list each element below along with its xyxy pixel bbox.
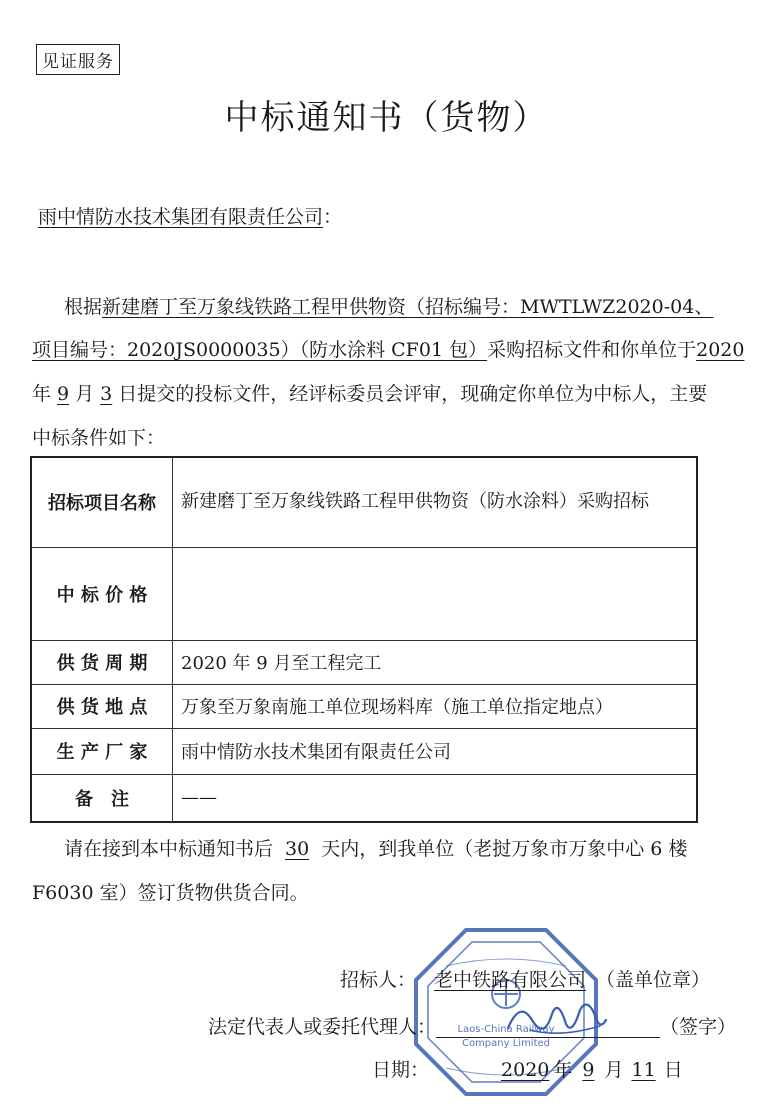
body-line-2 bbox=[32, 335, 744, 362]
instruction-line-2: F6030 室）签订货物供货合同。 bbox=[32, 882, 309, 904]
body-text: 月 bbox=[75, 383, 95, 405]
body-text: 年 bbox=[32, 383, 52, 405]
date-month: 9 bbox=[582, 1059, 595, 1081]
body-text: 采购招标文件和你单位于 bbox=[487, 339, 697, 361]
project-number: 项目编号：2020JS0000035）（防水涂料 CF01 包） bbox=[32, 339, 488, 361]
instruction-line-1 bbox=[64, 834, 687, 861]
date-year: 2020 bbox=[501, 1059, 550, 1081]
date-month-char: 月 bbox=[604, 1059, 624, 1081]
days-count: 30 bbox=[285, 838, 310, 860]
bid-day: 3 bbox=[100, 383, 113, 405]
body-text: 日提交的投标文件，经评标委员会评审，现确定你单位为中标人，主要 bbox=[118, 383, 708, 405]
seal-note: （盖单位章） bbox=[596, 969, 711, 991]
representative-line bbox=[208, 1012, 736, 1039]
body-line-3 bbox=[32, 379, 707, 406]
table-row bbox=[31, 457, 697, 547]
table-value: —— bbox=[173, 774, 698, 822]
addressee bbox=[38, 202, 342, 229]
table-value: 雨中情防水技术集团有限责任公司 bbox=[173, 728, 698, 774]
table-row bbox=[31, 774, 697, 822]
witness-service-label: 见证服务 bbox=[36, 44, 120, 75]
table-value: 2020 年 9 月至工程完工 bbox=[173, 640, 698, 684]
signature-note: （签字） bbox=[660, 1016, 737, 1038]
table-row bbox=[31, 728, 697, 774]
award-terms-table bbox=[30, 456, 698, 823]
date-label: 日期： bbox=[372, 1059, 430, 1081]
addressee-name: 雨中情防水技术集团有限责任公司 bbox=[38, 206, 324, 228]
date-day-char: 日 bbox=[663, 1059, 683, 1081]
body-line-1 bbox=[64, 292, 713, 319]
table-value bbox=[173, 547, 698, 640]
seal-text-bottom: Company Limited bbox=[461, 1038, 551, 1049]
table-key: 生 产 厂 家 bbox=[31, 728, 173, 774]
date-year-char: 年 bbox=[553, 1059, 573, 1081]
body-text: 天内，到我单位（老挝万象市万象中心 6 楼 bbox=[321, 838, 688, 860]
table-row bbox=[31, 640, 697, 684]
table-value: 万象至万象南施工单位现场料库（施工单位指定地点） bbox=[173, 684, 698, 728]
handwritten-signature bbox=[500, 990, 610, 1045]
representative-label: 法定代表人或委托代理人： bbox=[208, 1016, 437, 1038]
project-name: 新建磨丁至万象线铁路工程甲供物资（招标编号：MWTLWZ2020-04、 bbox=[102, 296, 714, 318]
seal-text-top: Laos-China Railway bbox=[457, 1024, 555, 1035]
document-title: 中标通知书（货物） bbox=[224, 98, 549, 138]
tenderer-line bbox=[340, 965, 710, 992]
table-row bbox=[31, 684, 697, 728]
tenderer-name: 老中铁路有限公司 bbox=[434, 969, 587, 991]
table-row bbox=[31, 547, 697, 640]
bid-year: 2020 bbox=[696, 339, 745, 361]
body-text: 请在接到本中标通知书后 bbox=[64, 838, 274, 860]
table-key: 备 注 bbox=[31, 774, 173, 822]
bid-month: 9 bbox=[57, 383, 70, 405]
table-key: 招标项目名称 bbox=[31, 457, 173, 547]
table-key: 供 货 周 期 bbox=[31, 640, 173, 684]
table-key: 供 货 地 点 bbox=[31, 684, 173, 728]
date-day: 11 bbox=[631, 1059, 656, 1081]
table-value: 新建磨丁至万象线铁路工程甲供物资（防水涂料）采购招标 bbox=[173, 457, 698, 547]
addressee-colon: ： bbox=[323, 206, 343, 228]
tenderer-label: 招标人： bbox=[340, 969, 417, 991]
body-text: 根据 bbox=[64, 296, 103, 318]
date-line bbox=[372, 1055, 683, 1082]
table-key: 中 标 价 格 bbox=[31, 547, 173, 640]
body-line-4: 中标条件如下： bbox=[32, 427, 166, 449]
